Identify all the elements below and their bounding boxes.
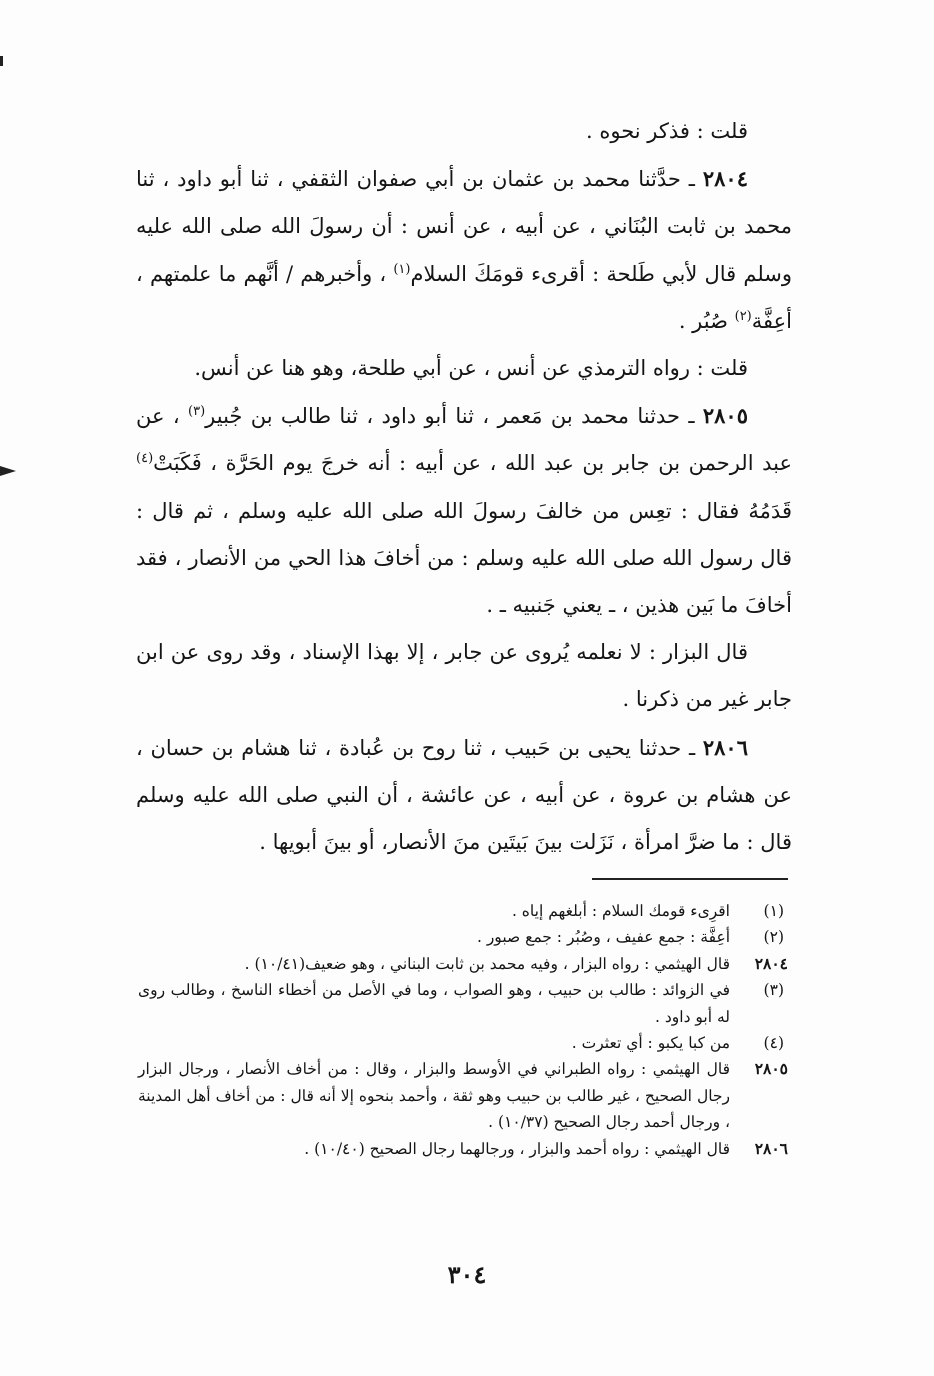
footnote bbox=[138, 951, 792, 977]
hadith-text: ، عن عبد الرحمن بن جابر بن عبد الله ، عن أبيه : أنه خرجَ يوم الحَرَّة ، فَكَبَتْ bbox=[136, 404, 792, 476]
hadith-text: ، وأخبرهم / أنَّهم ما علمتهم ، أعِفَّة bbox=[136, 261, 792, 333]
footnote-text: قال الهيثمي : رواه الطبراني في الأوسط والبزار ، وقال : من أخاف الأنصار ، ورجال البزار رجال الصحيح ، غير طالب بن حبيب وهو ثقة ، وأحمد بنحوه إلا أنه قال : من أخاف أهل المدينة ، ورجال أحمد رجال الصحيح (١٠/٣٧) . bbox=[138, 1060, 730, 1132]
hadith-number: ٢٨٠٤ bbox=[702, 166, 748, 192]
scan-edge-mark bbox=[0, 56, 3, 66]
paragraph bbox=[136, 629, 792, 723]
footnote bbox=[138, 977, 792, 1030]
scan-edge-arrow bbox=[0, 466, 16, 476]
hadith-number: ٢٨٠٦ bbox=[702, 734, 748, 760]
footnote-label: ٢٨٠٥ bbox=[754, 1059, 788, 1079]
footnote-label: (٤) bbox=[763, 1034, 784, 1053]
footnote-label: (٢) bbox=[763, 928, 784, 947]
footnote bbox=[138, 1030, 792, 1056]
page-number: ٣٠٤ bbox=[447, 1260, 487, 1289]
footnote-label: ٢٨٠٦ bbox=[754, 1138, 788, 1158]
footnote-label: (٣) bbox=[763, 981, 784, 1000]
footnote-text: من كبا يكبو : أي تعثرت . bbox=[571, 1034, 730, 1053]
paragraph bbox=[136, 108, 792, 155]
footnote-ref[interactable]: (٣) bbox=[188, 404, 206, 420]
paragraph bbox=[136, 345, 792, 392]
footnote-text: أعِفَّة : جمع عفيف ، وصُبُر : جمع صبور . bbox=[476, 928, 730, 947]
footnotes bbox=[138, 898, 792, 1162]
footnote-text: قال الهيثمي : رواه البزار ، وفيه محمد بن ثابت البناني ، وهو ضعيف(١٠/٤١) . bbox=[244, 954, 730, 973]
footnote-separator bbox=[592, 878, 788, 880]
hadith-2806 bbox=[136, 724, 792, 867]
hadith-2804 bbox=[136, 155, 792, 345]
paragraph-text: قلت : فذكر نحوه . bbox=[586, 119, 748, 143]
hadith-text: ـ حدثنا محمد بن مَعمر ، ثنا أبو داود ، ثنا طالب بن جُبير bbox=[205, 404, 703, 429]
footnote bbox=[138, 898, 792, 924]
footnote-text: اقرِىء قومك السلام : أبلغهم إياه . bbox=[511, 902, 730, 920]
footnote-label: (١) bbox=[763, 902, 784, 920]
footnote-text: قال الهيثمي : رواه أحمد والبزار ، ورجالهما رجال الصحيح (١٠/٤٠) . bbox=[304, 1139, 730, 1158]
hadith-2805 bbox=[136, 392, 792, 629]
hadith-text: ـ حدَّثنا محمد بن عثمان بن أبي صفوان الثقفي ، ثنا أبو داود ، ثنا محمد بن ثابت البُنَاني ، عن أبيه ، عن أنس : أن رسولَ الله صلى الله عليه وسلم قال لأبي طَلحة : أقرىء قومَكَ السلام bbox=[136, 167, 793, 286]
hadith-text: صُبُر . bbox=[678, 308, 735, 333]
footnote-label: ٢٨٠٤ bbox=[754, 953, 788, 973]
hadith-text: ـ حدثنا يحيى بن حَبيب ، ثنا روح بن عُبادة ، ثنا هشام بن حسان ، عن هشام بن عروة ، عن أبيه ، عن عائشة ، أن النبي صلى الله عليه وسلم قال : ما ضرَّ امرأة ، نَزَلت بينَ بَيتَين منَ الأنصار، أو بينَ أبويها . bbox=[136, 735, 792, 855]
footnote-text: في الزوائد : طالب بن حبيب ، وهو الصواب ، وما في الأصل من أخطاء الناسخ ، وطالب روى له أبو داود . bbox=[138, 981, 730, 1026]
footnote-ref[interactable]: (٢) bbox=[734, 308, 752, 324]
hadith-text: قَدَمُهُ فقال : تعِس من خالفَ رسولَ الله صلى الله عليه وسلم ، ثم قال : قال رسول الله صلى الله عليه وسلم : من أخافَ هذا الحي من الأنصار ، فقد أخافَ ما بَين هذين ، ـ يعني جَنبيه ـ . bbox=[136, 498, 792, 618]
footnote bbox=[138, 1056, 792, 1135]
paragraph-text: قال البزار : لا نعلمه يُروى عن جابر ، إلا بهذا الإسناد ، وقد روى عن ابن جابر غير من ذكرنا . bbox=[136, 640, 792, 712]
footnote-ref[interactable]: (١) bbox=[393, 261, 411, 277]
footnote bbox=[138, 924, 792, 950]
footnote-ref[interactable]: (٤) bbox=[136, 451, 154, 467]
paragraph-text: قلت : رواه الترمذي عن أنس ، عن أبي طلحة، وهو هنا عن أنس. bbox=[194, 356, 748, 381]
hadith-number: ٢٨٠٥ bbox=[702, 403, 748, 429]
main-text bbox=[136, 108, 792, 866]
footnote bbox=[138, 1136, 792, 1162]
